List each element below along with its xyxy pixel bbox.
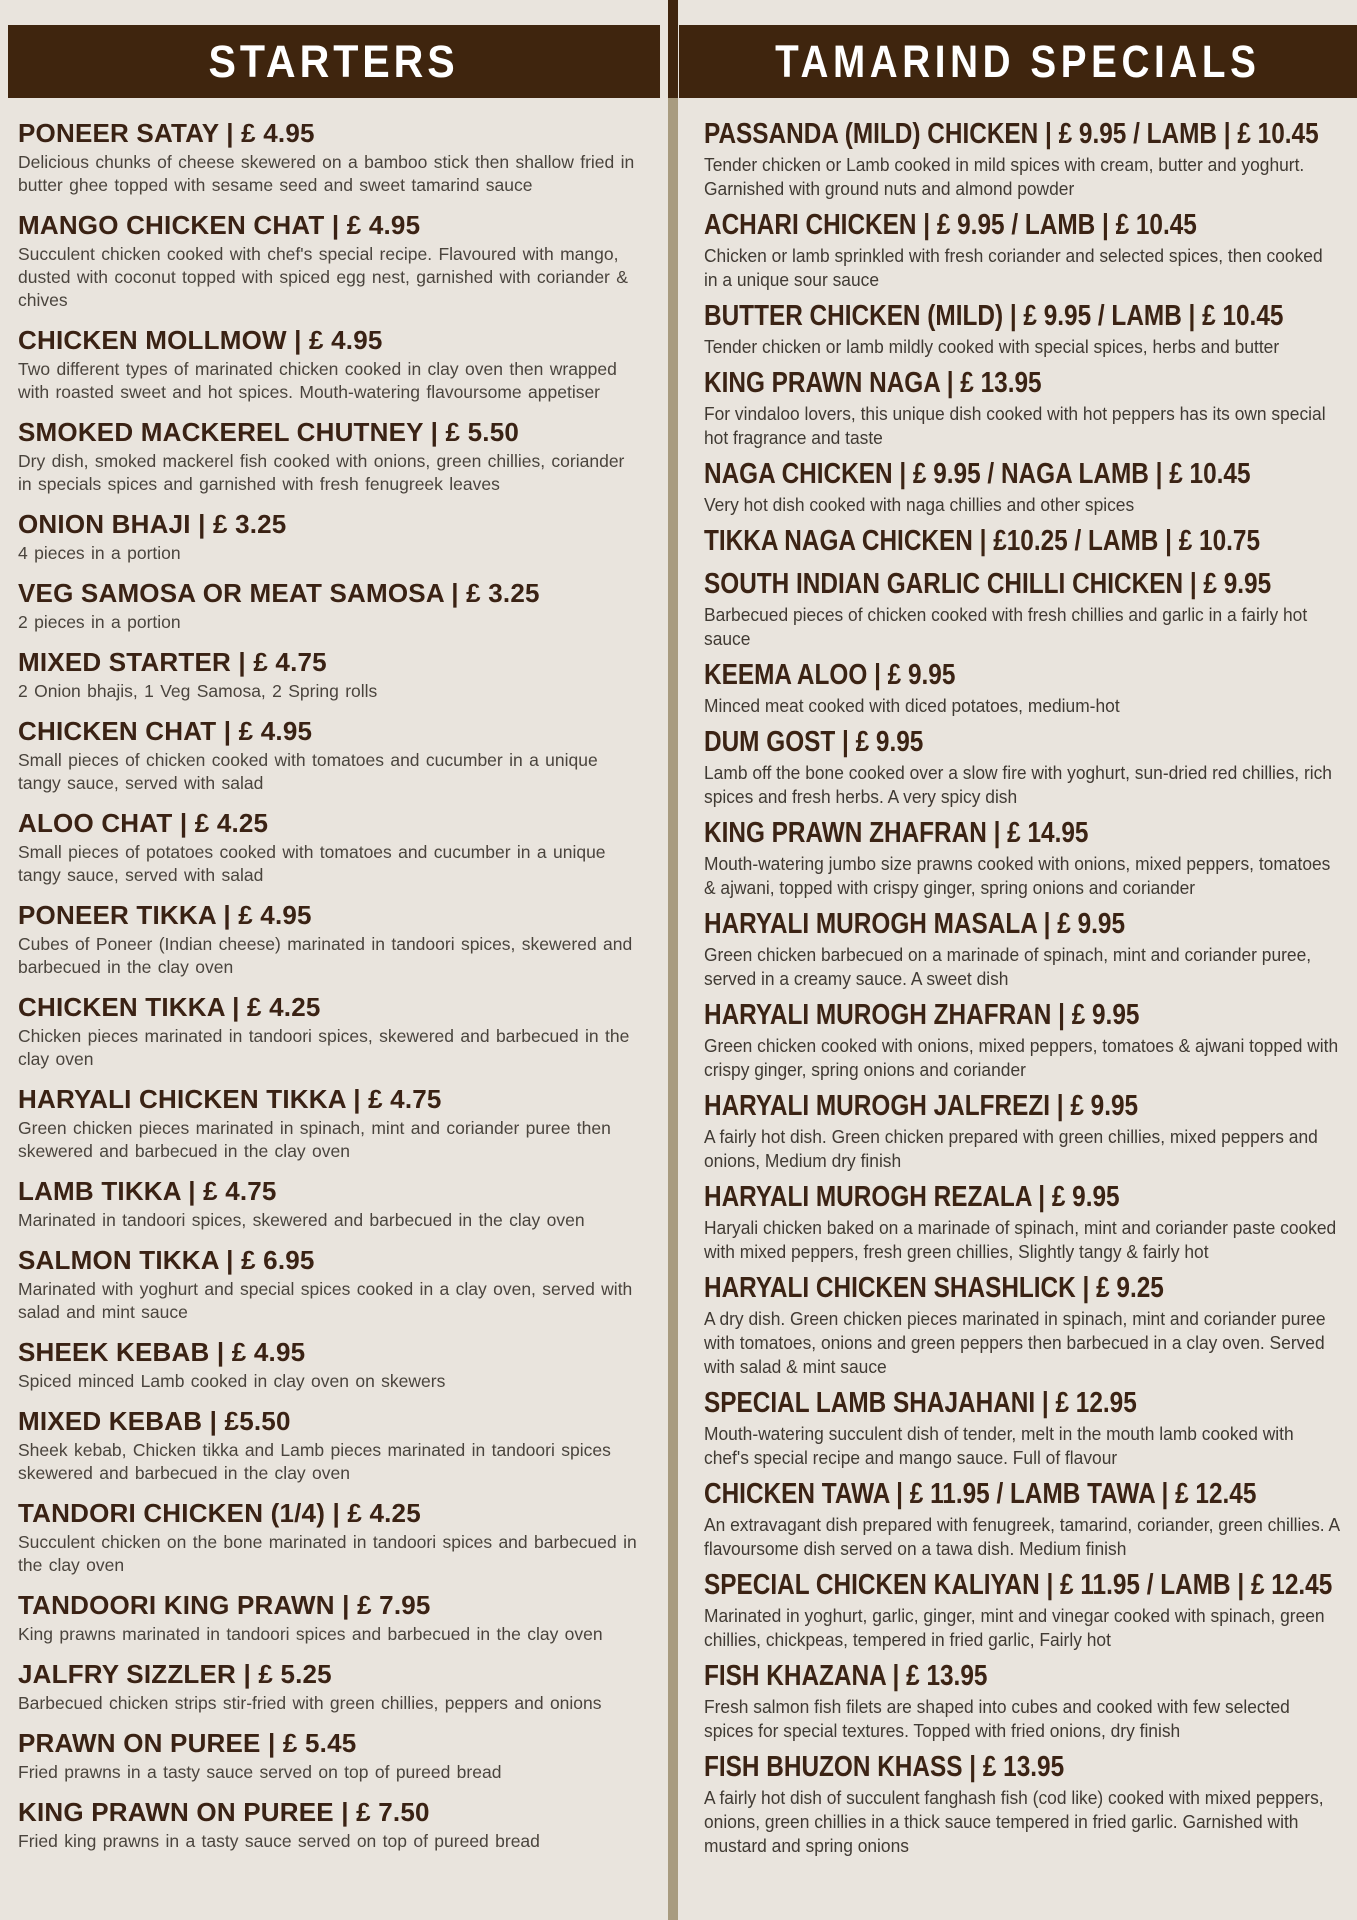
item-description: Fried king prawns in a tasty sauce served on top of pureed bread [18,1831,540,1851]
item-heading: DUM GOST | £ 9.95 [704,726,924,758]
item-heading: CHICKEN MOLLMOW | £ 4.95 [18,325,383,355]
menu-item [18,1659,638,1715]
item-description: Minced meat cooked with diced potatoes, medium-hot [704,695,1120,716]
item-description: Chicken pieces marinated in tandoori spices, skewered and barbecued in the clay oven [18,1026,630,1069]
menu-item [704,1569,1357,1652]
item-heading: FISH BHUZON KHASS | £ 13.95 [704,1751,1065,1783]
item-heading: LAMB TIKKA | £ 4.75 [18,1176,277,1206]
item-description: Chicken or lamb sprinkled with fresh coriander and selected spices, then cooked in a unique sour sauce [704,245,1323,290]
item-heading: SPECIAL LAMB SHAJAHANI | £ 12.95 [704,1387,1137,1419]
item-heading: ONION BHAJI | £ 3.25 [18,509,287,539]
menu-item [18,900,638,979]
item-heading: MIXED KEBAB | £5.50 [18,1406,291,1436]
menu-item [704,1272,1357,1379]
item-description: For vindaloo lovers, this unique dish cooked with hot peppers has its own special hot fragrance and taste [704,403,1326,448]
item-description: Succulent chicken cooked with chef's special recipe. Flavoured with mango, dusted with coconut topped with spiced egg nest, garnished with coriander & chives [18,244,628,310]
item-description: Green chicken cooked with onions, mixed peppers, tomatoes & ajwani topped with crispy ginger, spring onions and coriander [704,1035,1339,1080]
menu-item [704,1478,1357,1561]
item-heading: HARYALI CHICKEN SHASHLICK | £ 9.25 [704,1272,1164,1304]
menu-item [18,647,638,703]
item-description: King prawns marinated in tandoori spices and barbecued in the clay oven [18,1624,603,1644]
item-heading: SMOKED MACKEREL CHUTNEY | £ 5.50 [18,417,520,447]
item-description: Tender chicken or lamb mildly cooked with special spices, herbs and butter [704,336,1280,357]
item-heading: NAGA CHICKEN | £ 9.95 / NAGA LAMB | £ 10.45 [704,458,1251,490]
item-heading: SHEEK KEBAB | £ 4.95 [18,1337,306,1367]
item-description: Delicious chunks of cheese skewered on a bamboo stick then shallow fried in butter ghee topped with sesame seed and sweet tamarind sauce [18,152,635,195]
menu-item [18,210,638,312]
item-description: Small pieces of chicken cooked with tomatoes and cucumber in a unique tangy sauce, served with salad [18,750,598,793]
item-description: A fairly hot dish of succulent fanghash fish (cod like) cooked with mixed peppers, onions, green chillies in a thick sauce tempered in fried garlic. Garnished with mustard and spring onions [704,1787,1324,1856]
item-heading: BUTTER CHICKEN (MILD) | £ 9.95 / LAMB | £ 10.45 [704,300,1284,332]
menu-item [18,417,638,496]
item-heading: PRAWN ON PUREE | £ 5.45 [18,1728,357,1758]
item-description: Barbecued chicken strips stir-fried with green chillies, peppers and onions [18,1693,602,1713]
item-heading: KING PRAWN ZHAFRAN | £ 14.95 [704,817,1089,849]
menu-item [704,726,1357,809]
item-description: Very hot dish cooked with naga chillies and other spices [704,494,1135,515]
menu-item [704,458,1357,517]
item-description: Marinated with yoghurt and special spices cooked in a clay oven, served with salad and mint sauce [18,1279,633,1322]
menu-item [18,1176,638,1232]
item-heading: KING PRAWN NAGA | £ 13.95 [704,367,1042,399]
item-description: Tender chicken or Lamb cooked in mild spices with cream, butter and yoghurt. Garnished with ground nuts and almond powder [704,154,1305,199]
item-description: Haryali chicken baked on a marinade of spinach, mint and coriander paste cooked with mixed peppers, fresh green chillies, Slightly tangy & fairly hot [704,1217,1337,1262]
item-heading: HARYALI MUROGH MASALA | £ 9.95 [704,908,1125,940]
item-heading: HARYALI MUROGH ZHAFRAN | £ 9.95 [704,999,1140,1031]
item-heading: KEEMA ALOO | £ 9.95 [704,659,956,691]
item-description: Mouth-watering jumbo size prawns cooked with onions, mixed peppers, tomatoes & ajwani, topped with crispy ginger, spring onions and coriander [704,853,1331,898]
item-description: Fresh salmon fish filets are shaped into cubes and cooked with few selected spices for special textures. Topped with fried onions, dry finish [704,1696,1290,1741]
item-heading: MIXED STARTER | £ 4.75 [18,647,327,677]
item-heading: JALFRY SIZZLER | £ 5.25 [18,1659,332,1689]
starters-title: STARTERS [208,35,460,87]
item-heading: SPECIAL CHICKEN KALIYAN | £ 11.95 / LAMB | £ 12.45 [704,1569,1333,1601]
menu-item [704,1751,1357,1858]
menu-item [704,999,1357,1082]
menu-item [704,1090,1357,1173]
item-description: Green chicken pieces marinated in spinach, mint and coriander puree then skewered and barbecued in the clay oven [18,1118,611,1161]
item-heading: CHICKEN TIKKA | £ 4.25 [18,992,321,1022]
menu-item [18,578,638,634]
menu-item [18,1498,638,1577]
item-heading: CHICKEN CHAT | £ 4.95 [18,716,313,746]
menu-item [704,908,1357,991]
specials-column [704,118,1357,1866]
item-heading: HARYALI MUROGH REZALA | £ 9.95 [704,1181,1120,1213]
item-heading: SALMON TIKKA | £ 6.95 [18,1245,315,1275]
item-heading: ACHARI CHICKEN | £ 9.95 / LAMB | £ 10.45 [704,209,1197,241]
menu-item [704,525,1357,560]
menu-item [704,209,1357,292]
menu-item [18,1337,638,1393]
item-heading: PONEER SATAY | £ 4.95 [18,118,315,148]
item-description: Fried prawns in a tasty sauce served on top of pureed bread [18,1762,502,1782]
item-description: An extravagant dish prepared with fenugreek, tamarind, coriander, green chillies. A flavoursome dish served on a tawa dish. Medium finish [704,1514,1340,1559]
item-heading: SOUTH INDIAN GARLIC CHILLI CHICKEN | £ 9.95 [704,568,1272,600]
item-heading: TIKKA NAGA CHICKEN | £10.25 / LAMB | £ 10.75 [704,525,1261,557]
column-divider [668,0,678,1920]
starters-column [18,118,638,1866]
item-heading: PONEER TIKKA | £ 4.95 [18,900,312,930]
menu-item [18,325,638,404]
menu-item [18,118,638,197]
menu-item [18,716,638,795]
item-description: Sheek kebab, Chicken tikka and Lamb pieces marinated in tandoori spices skewered and barbecued in the clay oven [18,1440,611,1483]
starters-header-bar [8,25,660,98]
item-heading: HARYALI MUROGH JALFREZI | £ 9.95 [704,1090,1139,1122]
item-heading: TANDORI CHICKEN (1/4) | £ 4.25 [18,1498,421,1528]
menu-item [704,659,1357,718]
item-description: Lamb off the bone cooked over a slow fire with yoghurt, sun-dried red chillies, rich spices and fresh herbs. A very spicy dish [704,762,1332,807]
item-description: Succulent chicken on the bone marinated in tandoori spices and barbecued in the clay oven [18,1532,637,1575]
menu-item [704,568,1357,651]
item-description: Dry dish, smoked mackerel fish cooked with onions, green chillies, coriander in specials spices and garnished with fresh fenugreek leaves [18,451,625,494]
menu-item [18,1728,638,1784]
menu-item [18,1590,638,1646]
item-description: 2 Onion bhajis, 1 Veg Samosa, 2 Spring rolls [18,681,378,701]
item-description: Green chicken barbecued on a marinade of spinach, mint and coriander puree, served in a creamy sauce. A sweet dish [704,944,1312,989]
menu-item [704,1660,1357,1743]
item-description: Cubes of Poneer (Indian cheese) marinated in tandoori spices, skewered and barbecued in the clay oven [18,934,633,977]
specials-title: TAMARIND SPECIALS [775,35,1261,87]
item-description: Barbecued pieces of chicken cooked with fresh chillies and garlic in a fairly hot sauce [704,604,1308,649]
menu-item [704,118,1357,201]
item-heading: MANGO CHICKEN CHAT | £ 4.95 [18,210,421,240]
item-description: A dry dish. Green chicken pieces marinated in spinach, mint and coriander puree with tomatoes, onions and green peppers then barbecued in a clay oven. Served with salad & mint sauce [704,1308,1326,1377]
menu-item [18,1245,638,1324]
item-description: Two different types of marinated chicken cooked in clay oven then wrapped with roasted sweet and hot spices. Mouth-watering flavoursome appetiser [18,359,617,402]
item-description: Small pieces of potatoes cooked with tomatoes and cucumber in a unique tangy sauce, served with salad [18,842,606,885]
item-description: Marinated in yoghurt, garlic, ginger, mint and vinegar cooked with spinach, green chillies, chickpeas, tempered in fried garlic, Fairly hot [704,1605,1325,1650]
menu-item [704,817,1357,900]
item-description: A fairly hot dish. Green chicken prepared with green chillies, mixed peppers and onions, Medium dry finish [704,1126,1318,1171]
item-description: Marinated in tandoori spices, skewered and barbecued in the clay oven [18,1210,585,1230]
menu-item [704,1181,1357,1264]
item-heading: PASSANDA (MILD) CHICKEN | £ 9.95 / LAMB | £ 10.45 [704,118,1319,150]
item-heading: CHICKEN TAWA | £ 11.95 / LAMB TAWA | £ 12.45 [704,1478,1257,1510]
item-heading: FISH KHAZANA | £ 13.95 [704,1660,988,1692]
menu-item [704,1387,1357,1470]
menu-item [18,1797,638,1853]
item-heading: VEG SAMOSA OR MEAT SAMOSA | £ 3.25 [18,578,540,608]
menu-item [18,509,638,565]
item-heading: KING PRAWN ON PUREE | £ 7.50 [18,1797,430,1827]
item-heading: TANDOORI KING PRAWN | £ 7.95 [18,1590,431,1620]
item-heading: HARYALI CHICKEN TIKKA | £ 4.75 [18,1084,442,1114]
menu-item [18,1084,638,1163]
item-description: 4 pieces in a portion [18,543,181,563]
item-description: Mouth-watering succulent dish of tender, melt in the mouth lamb cooked with chef's special recipe and mango sauce. Full of flavour [704,1423,1294,1468]
item-description: Spiced minced Lamb cooked in clay oven on skewers [18,1371,446,1391]
menu-item [704,300,1357,359]
menu-item [18,992,638,1071]
item-description: 2 pieces in a portion [18,612,181,632]
item-heading: ALOO CHAT | £ 4.25 [18,808,269,838]
menu-item [18,808,638,887]
specials-header-bar [679,25,1357,98]
menu-item [704,367,1357,450]
menu-item [18,1406,638,1485]
